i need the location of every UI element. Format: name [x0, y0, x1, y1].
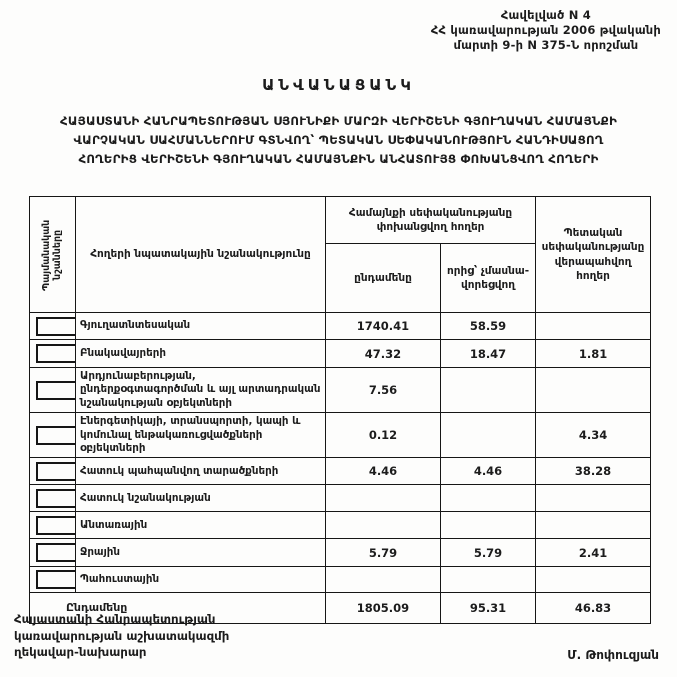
legend-symbol-box-icon	[36, 543, 76, 562]
annex-line-3: մարտի 9-ի N 375-Ն որոշման	[453, 37, 639, 52]
value-state-reserved: 4.34	[536, 413, 651, 458]
row-label: Հատուկ նշանակության	[76, 485, 326, 512]
table-row	[30, 413, 651, 458]
header-conventional-signs	[30, 197, 76, 313]
header-community-transfer-group: Համայնքի սեփականությանը փոխանցվող հողեր	[326, 197, 536, 244]
row-label: Բնակավայրերի	[76, 340, 326, 368]
legend-symbol-box-icon	[36, 489, 76, 508]
table-row	[30, 458, 651, 485]
value-state-reserved	[536, 512, 651, 539]
header-community-nonprivatizable: որից՝ չմասնա-վորեցվող	[441, 244, 536, 313]
footer-office-line-2: կառավարության աշխատակազմի	[14, 628, 230, 643]
total-value-state-reserved: 46.83	[536, 593, 651, 624]
symbol-cell	[30, 485, 76, 512]
page-title: ԱՆՎԱՆԱՑԱՆԿ	[262, 76, 415, 94]
table-row	[30, 512, 651, 539]
total-row-label: Ընդամենը	[30, 593, 326, 624]
legend-symbol-box-icon	[36, 344, 76, 363]
total-value-total: 1805.09	[326, 593, 441, 624]
value-nonprivatizable: 18.47	[441, 340, 536, 368]
document-subtitle	[10, 112, 667, 169]
symbol-cell	[30, 413, 76, 458]
value-total: 7.56	[326, 368, 441, 413]
row-label: Հատուկ պահպանվող տարածքների	[76, 458, 326, 485]
value-state-reserved: 2.41	[536, 539, 651, 567]
annex-line-2: ՀՀ կառավարության 2006 թվականի	[430, 22, 661, 37]
row-label: Գյուղատնտեսական	[76, 313, 326, 340]
value-nonprivatizable	[441, 368, 536, 413]
footer-office-line-1: Հայաստանի Հանրապետության	[14, 612, 216, 626]
value-total	[326, 485, 441, 512]
signatory-name: Մ. Թոփուզյան	[567, 648, 659, 662]
row-label: Անտառային	[76, 512, 326, 539]
table-row	[30, 368, 651, 413]
value-total: 4.46	[326, 458, 441, 485]
annex-reference	[431, 8, 661, 53]
footer-office-block	[14, 611, 229, 661]
subtitle-line-2: ՎԱՐՉԱԿԱՆ ՍԱՀՄԱՆՆԵՐՈՒՄ ԳՏՆՎՈՂ՝ ՊԵՏԱԿԱՆ ՍԵՓԱԿԱՆՈՒԹՅՈՒՆ ՀԱՆԴԻՍԱՑՈՂ	[73, 132, 604, 147]
subtitle-line-1: ՀԱՅԱՍՏԱՆԻ ՀԱՆՐԱՊԵՏՈՒԹՅԱՆ ՍՅՈՒՆԻՔԻ ՄԱՐԶԻ ՎԵՐԻՇԵՆԻ ԳՅՈՒՂԱԿԱՆ ՀԱՄԱՅՆՔԻ	[59, 114, 618, 128]
header-state-reserved: Պետական սեփականությանը վերապահվող հողեր	[536, 197, 651, 313]
value-nonprivatizable	[441, 413, 536, 458]
value-nonprivatizable: 5.79	[441, 539, 536, 567]
header-land-purpose: Հողերի նպատակային նշանակությունը	[76, 197, 326, 313]
symbol-cell	[30, 313, 76, 340]
legend-symbol-box-icon	[36, 426, 76, 445]
value-state-reserved	[536, 567, 651, 593]
value-state-reserved	[536, 485, 651, 512]
value-total: 47.32	[326, 340, 441, 368]
land-transfer-table	[29, 196, 651, 624]
symbol-cell	[30, 368, 76, 413]
table-row	[30, 313, 651, 340]
symbol-cell	[30, 340, 76, 368]
table-row	[30, 539, 651, 567]
value-total	[326, 512, 441, 539]
value-state-reserved: 1.81	[536, 340, 651, 368]
value-total: 1740.41	[326, 313, 441, 340]
symbol-cell	[30, 567, 76, 593]
symbol-cell	[30, 458, 76, 485]
value-nonprivatizable: 4.46	[441, 458, 536, 485]
symbol-cell	[30, 539, 76, 567]
value-state-reserved	[536, 313, 651, 340]
annex-line-1: Հավելված N 4	[500, 8, 591, 22]
table-row	[30, 340, 651, 368]
row-label: Արդյունաբերության, ընդերքօգտագործման և այլ արտադրական նշանակության օբյեկտների	[76, 368, 326, 413]
table-row	[30, 567, 651, 593]
subtitle-line-3: ՀՈՂԵՐԻՑ ՎԵՐԻՇԵՆԻ ԳՅՈՒՂԱԿԱՆ ՀԱՄԱՅՆՔԻՆ ԱՆՀԱՏՈՒՅՑ ՓՈԽԱՆՑՎՈՂ ՀՈՂԵՐԻ	[78, 151, 599, 166]
value-total: 5.79	[326, 539, 441, 567]
legend-symbol-box-icon	[36, 462, 76, 481]
value-state-reserved: 38.28	[536, 458, 651, 485]
value-nonprivatizable	[441, 485, 536, 512]
row-label: Պահուստային	[76, 567, 326, 593]
header-conventional-signs-label: Պայմանական նշանները	[40, 218, 63, 291]
footer-office-line-3: ղեկավար-նախարար	[14, 645, 147, 660]
value-nonprivatizable	[441, 512, 536, 539]
legend-symbol-box-icon	[36, 317, 76, 336]
value-nonprivatizable: 58.59	[441, 313, 536, 340]
value-total	[326, 567, 441, 593]
table-row	[30, 485, 651, 512]
header-community-total: ընդամենը	[326, 244, 441, 313]
value-state-reserved	[536, 368, 651, 413]
legend-symbol-box-icon	[36, 516, 76, 535]
value-nonprivatizable	[441, 567, 536, 593]
legend-symbol-box-icon	[36, 570, 76, 589]
total-value-nonprivatizable: 95.31	[441, 593, 536, 624]
row-label: Ջրային	[76, 539, 326, 567]
symbol-cell	[30, 512, 76, 539]
value-total: 0.12	[326, 413, 441, 458]
legend-symbol-box-icon	[36, 381, 76, 400]
row-label: Էներգետիկայի, տրանսպորտի, կապի և կոմունալ ենթակառուցվածքների օբյեկտների	[76, 413, 326, 458]
